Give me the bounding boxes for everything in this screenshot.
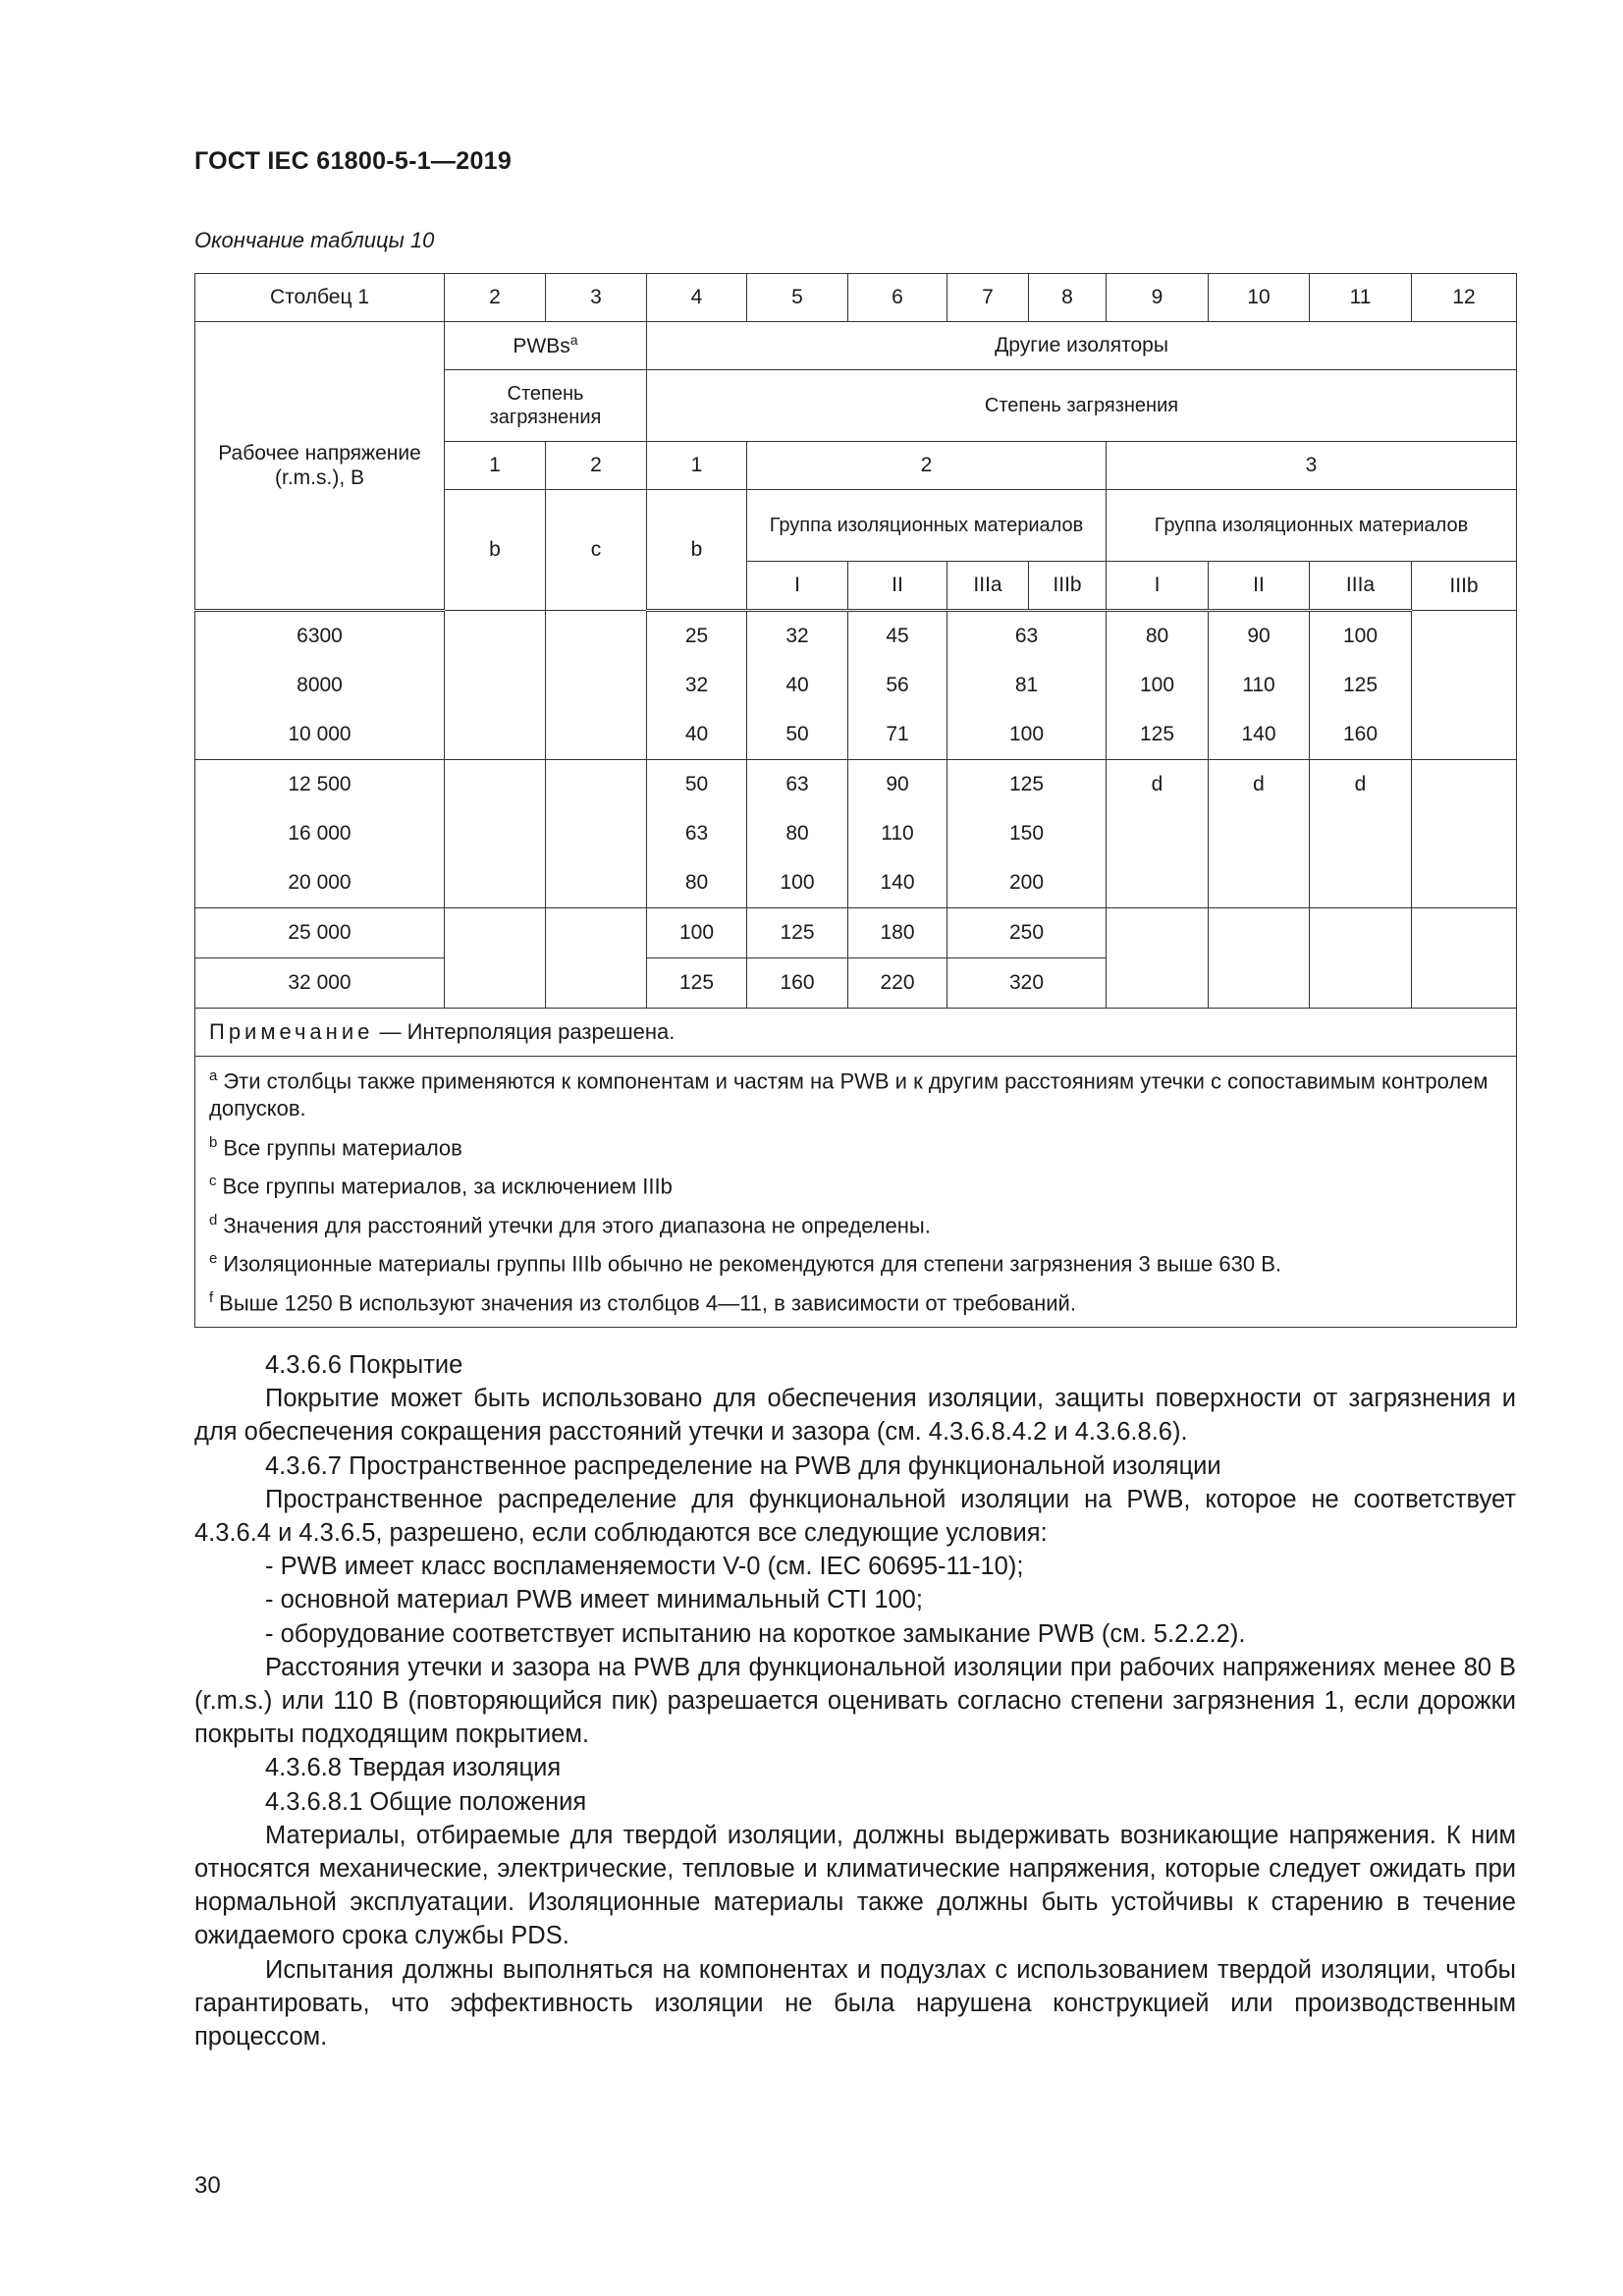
footnote (209, 1211, 1502, 1239)
value-cell: 140 (1209, 710, 1310, 760)
group-label: II (1209, 562, 1310, 611)
group-label: IIIa (1310, 562, 1412, 611)
group-label: I (747, 562, 848, 611)
voltage-cell: 12 500 (195, 760, 445, 810)
value-cell: 90 (1209, 611, 1310, 662)
material-note-b: b (445, 490, 546, 611)
footnote (209, 1133, 1502, 1162)
empty-cell (445, 908, 546, 1009)
table-row (195, 710, 1517, 760)
footnote-text: Значения для расстояний утечки для этого диапазона не определены. (223, 1212, 931, 1237)
group-label: II (848, 562, 947, 611)
value-cell: 32 (747, 611, 848, 662)
value-cell: 56 (848, 661, 947, 710)
col-number: 8 (1029, 274, 1107, 322)
list-item: - оборудование соответствует испытанию на короткое замыкание PWB (см. 5.2.2.2). (265, 1619, 1246, 1648)
table-footnotes (195, 1057, 1517, 1328)
value-cell: d (1310, 760, 1412, 810)
table-row (195, 908, 1517, 958)
value-cell: 71 (848, 710, 947, 760)
empty-cell (1412, 611, 1517, 760)
paragraph: Материалы, отбираемые для твердой изоляции, должны выдерживать возникающие напряжения. К ним относятся механические, электрические, тепловые и климатические напряжения, которые следует ожидать при нормальной эксплуатации. Изоляционные материалы также должны быть устойчивы к старению в течение ожидаемого срока службы PDS. (194, 1821, 1516, 1950)
empty-cell (1412, 760, 1517, 908)
list-item: - PWB имеет класс воспламеняемости V-0 (см. IEC 60695-11-10); (265, 1553, 1024, 1581)
footnote-mark: d (209, 1211, 218, 1229)
footnote (209, 1249, 1502, 1278)
value-cell: 100 (647, 908, 747, 958)
table-row (195, 858, 1517, 908)
paragraph: Испытания должны выполняться на компонентах и подузлах с использованием твердой изоляции, чтобы гарантировать, что эффективность изоляции не была нарушена конструкцией или производственным процессом. (194, 1955, 1516, 2051)
value-cell: 200 (947, 858, 1107, 908)
value-cell: d (1107, 760, 1209, 810)
table-note (195, 1009, 1517, 1057)
col-number: 7 (947, 274, 1029, 322)
voltage-cell: 32 000 (195, 958, 445, 1009)
value-cell: 25 (647, 611, 747, 662)
value-cell (1209, 809, 1310, 858)
voltage-cell: 25 000 (195, 908, 445, 958)
group-label: IIIa (947, 562, 1029, 611)
col-number: 2 (445, 274, 546, 322)
pollution-degree-header: Степень загрязнения (647, 370, 1517, 442)
value-cell: 125 (1310, 661, 1412, 710)
col-number: 12 (1412, 274, 1517, 322)
value-cell: 150 (947, 809, 1107, 858)
value-cell (1209, 858, 1310, 908)
empty-cell (1209, 908, 1310, 1009)
material-group-header: Группа изоляционных материалов (747, 490, 1107, 562)
empty-cell (1107, 908, 1209, 1009)
value-cell: 50 (647, 760, 747, 810)
col-number: 4 (647, 274, 747, 322)
value-cell: 110 (848, 809, 947, 858)
value-cell: 63 (647, 809, 747, 858)
col-number: Столбец 1 (195, 274, 445, 322)
value-cell: 80 (1107, 611, 1209, 662)
creepage-table (194, 273, 1517, 1328)
material-group-header: Группа изоляционных материалов (1107, 490, 1517, 562)
pd-value: 2 (546, 442, 647, 490)
value-cell: 90 (848, 760, 947, 810)
footnote (209, 1066, 1502, 1123)
footnote (209, 1288, 1502, 1317)
voltage-cell: 6300 (195, 611, 445, 662)
paragraph: Пространственное распределение для функциональной изоляции на PWB, которое не соответствует 4.3.6.4 и 4.3.6.5, разрешено, если соблюдаются все следующие условия: (194, 1485, 1516, 1548)
value-cell: 180 (848, 908, 947, 958)
body-text (194, 1348, 1516, 2053)
value-cell (1310, 858, 1412, 908)
paragraph: Покрытие может быть использовано для обеспечения изоляции, защиты поверхности от загрязнения и для обеспечения сокращения расстояний утечки и зазора (см. 4.3.6.8.4.2 и 4.3.6.8.6). (194, 1385, 1516, 1447)
value-cell: 45 (848, 611, 947, 662)
value-cell: 125 (647, 958, 747, 1009)
section-heading: 4.3.6.6 Покрытие (265, 1351, 463, 1379)
col-number: 3 (546, 274, 647, 322)
footnote-text: Все группы материалов (223, 1134, 462, 1160)
col-number: 5 (747, 274, 848, 322)
list-item: - основной материал PWB имеет минимальный CTI 100; (265, 1586, 923, 1614)
table-row (195, 611, 1517, 662)
empty-cell (445, 760, 546, 908)
empty-cell (546, 611, 647, 760)
value-cell: 50 (747, 710, 848, 760)
value-cell: 125 (747, 908, 848, 958)
material-note-b: b (647, 490, 747, 611)
value-cell: 80 (747, 809, 848, 858)
value-cell: 160 (1310, 710, 1412, 760)
note-text: — Интерполяция разрешена. (373, 1018, 676, 1044)
voltage-cell: 10 000 (195, 710, 445, 760)
col-number: 9 (1107, 274, 1209, 322)
table-row (195, 661, 1517, 710)
footnote-mark: a (209, 1067, 218, 1084)
col-number: 11 (1310, 274, 1412, 322)
table-row (195, 760, 1517, 810)
value-cell: 100 (947, 710, 1107, 760)
col-number: 10 (1209, 274, 1310, 322)
pwbs-header (445, 322, 647, 370)
pd-value: 1 (445, 442, 546, 490)
group-label: IIIb (1412, 562, 1517, 611)
footnote-text: Выше 1250 В используют значения из столбцов 4—11, в зависимости от требований. (219, 1289, 1076, 1315)
voltage-cell: 8000 (195, 661, 445, 710)
other-insulators-header: Другие изоляторы (647, 322, 1517, 370)
footnote-mark: b (209, 1133, 218, 1151)
group-label: IIIb (1029, 562, 1107, 611)
pwbs-sup: a (569, 332, 578, 349)
value-cell: 32 (647, 661, 747, 710)
value-cell: d (1209, 760, 1310, 810)
pwbs-label: PWBs (513, 335, 570, 358)
pwbs-pollution-degree-header: Степень загрязнения (445, 370, 647, 442)
footnote-text: Эти столбцы также применяются к компонентам и частям на PWB и к другим расстояниям утечки с сопоставимым контролем допусков. (209, 1068, 1488, 1121)
table-row (195, 809, 1517, 858)
empty-cell (546, 908, 647, 1009)
empty-cell (445, 611, 546, 760)
pd-value: 3 (1107, 442, 1517, 490)
empty-cell (1412, 908, 1517, 1009)
value-cell: 80 (647, 858, 747, 908)
value-cell (1310, 809, 1412, 858)
document-header: ГОСТ IEC 61800-5-1—2019 (194, 147, 513, 175)
value-cell: 110 (1209, 661, 1310, 710)
empty-cell (546, 760, 647, 908)
value-cell: 125 (947, 760, 1107, 810)
value-cell: 100 (1107, 661, 1209, 710)
col-number: 6 (848, 274, 947, 322)
footnote-mark: f (209, 1288, 214, 1306)
value-cell: 140 (848, 858, 947, 908)
value-cell: 81 (947, 661, 1107, 710)
footnote (209, 1172, 1502, 1200)
voltage-cell: 20 000 (195, 858, 445, 908)
section-heading: 4.3.6.8.1 Общие положения (265, 1787, 587, 1816)
value-cell: 100 (747, 858, 848, 908)
footnote-text: Все группы материалов, за исключением IIIb (222, 1174, 673, 1199)
material-note-c: c (546, 490, 647, 611)
value-cell (1107, 858, 1209, 908)
paragraph: Расстояния утечки и зазора на PWB для функциональной изоляции при рабочих напряжениях менее 80 В (r.m.s.) или 110 В (повторяющийся пик) разрешается оценивать согласно степени загрязнения 1, если дорожки покрыты подходящим покрытием. (194, 1653, 1516, 1749)
footnote-mark: e (209, 1250, 218, 1268)
group-label: I (1107, 562, 1209, 611)
working-voltage-header: Рабочее напряжение (r.m.s.), В (195, 322, 445, 611)
footnote-mark: c (209, 1173, 217, 1190)
value-cell: 63 (947, 611, 1107, 662)
value-cell: 40 (647, 710, 747, 760)
page-number: 30 (194, 2172, 221, 2199)
footnote-text: Изоляционные материалы группы IIIb обычно не рекомендуются для степени загрязнения 3 выше 630 В. (223, 1251, 1281, 1277)
section-heading: 4.3.6.7 Пространственное распределение на PWB для функциональной изоляции (265, 1451, 1221, 1480)
section-heading: 4.3.6.8 Твердая изоляция (265, 1754, 562, 1782)
empty-cell (1310, 908, 1412, 1009)
column-numbers-row (195, 274, 1517, 322)
note-label: Примечание (209, 1018, 374, 1044)
value-cell: 320 (947, 958, 1107, 1009)
value-cell: 160 (747, 958, 848, 1009)
value-cell: 250 (947, 908, 1107, 958)
value-cell: 220 (848, 958, 947, 1009)
value-cell: 40 (747, 661, 848, 710)
value-cell (1107, 809, 1209, 858)
value-cell: 63 (747, 760, 848, 810)
value-cell: 125 (1107, 710, 1209, 760)
table-caption: Окончание таблицы 10 (194, 228, 435, 252)
voltage-cell: 16 000 (195, 809, 445, 858)
pd-value: 1 (647, 442, 747, 490)
value-cell: 100 (1310, 611, 1412, 662)
pd-value: 2 (747, 442, 1107, 490)
